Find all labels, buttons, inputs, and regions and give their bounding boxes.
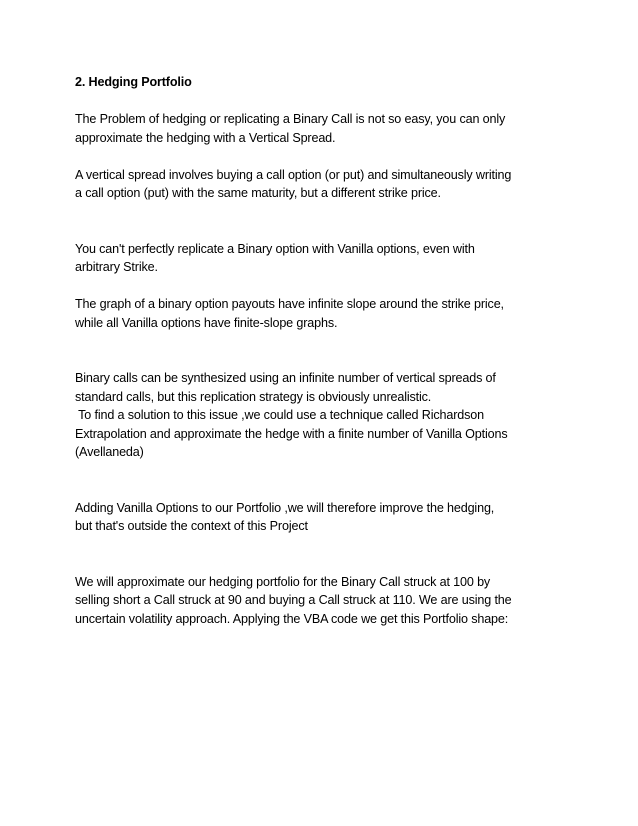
spacer [75,536,565,573]
spacer [75,92,565,111]
paragraph-richardson-extrapolation [75,369,565,462]
paragraph-portfolio-approximation [75,573,565,629]
spacer [75,147,565,166]
text-line: while all Vanilla options have finite-slope graphs. [75,315,338,330]
spacer [75,277,565,296]
text-line: but that's outside the context of this Project [75,519,308,533]
text-line: uncertain volatility approach. Applying the VBA code we get this Portfolio shape: [75,611,509,626]
text-line: standard calls, but this replication strategy is obviously unrealistic. [75,389,432,404]
text-line: We will approximate our hedging portfolio for the Binary Call struck at 100 by [75,574,491,589]
section-heading: 2. Hedging Portfolio [75,75,192,89]
text-line: Extrapolation and approximate the hedge with a finite number of Vanilla Options [75,426,508,441]
text-line: The Problem of hedging or replicating a Binary Call is not so easy, you can only [75,112,506,126]
spacer [75,462,565,499]
text-line: To find a solution to this issue ,we could use a technique called Richardson [75,408,484,422]
text-line: approximate the hedging with a Vertical Spread. [75,130,336,145]
text-line: The graph of a binary option payouts have infinite slope around the strike price, [75,297,504,311]
text-line: (Avellaneda) [75,445,144,459]
text-line: Adding Vanilla Options to our Portfolio ,we will therefore improve the hedging, [75,500,495,515]
spacer [75,332,565,369]
paragraph-hedging-problem [75,110,565,147]
text-line: You can't perfectly replicate a Binary option with Vanilla options, even with [75,241,475,256]
text-line: arbitrary Strike. [75,260,158,274]
spacer [75,203,565,240]
text-line: a call option (put) with the same maturity, but a different strike price. [75,186,441,200]
text-line: Binary calls can be synthesized using an infinite number of vertical spreads of [75,371,496,385]
document-body [75,73,565,628]
paragraph-perfect-replication [75,240,565,277]
paragraph-vertical-spread [75,166,565,203]
text-line: A vertical spread involves buying a call option (or put) and simultaneously writing [75,167,512,182]
text-line: selling short a Call struck at 90 and buying a Call struck at 110. We are using the [75,593,512,607]
paragraph-adding-vanilla [75,499,565,536]
paragraph-infinite-slope [75,295,565,332]
